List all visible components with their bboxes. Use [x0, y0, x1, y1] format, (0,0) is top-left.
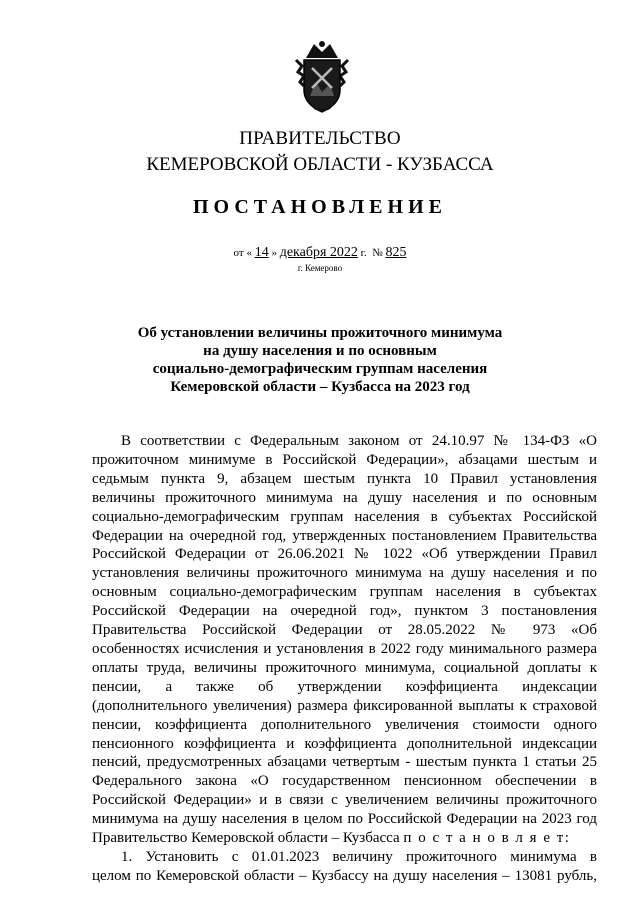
document-type-title: ПОСТАНОВЛЕНИЕ — [193, 196, 447, 218]
body-line: седьмым пункта 9, абзацем шестым пункта 10 Правил установления — [92, 470, 597, 487]
government-name-line2: КЕМЕРОВСКОЙ ОБЛАСТИ - КУЗБАССА — [146, 154, 494, 175]
document-date-number — [0, 245, 640, 261]
body-line: прожиточном минимуме в Российской Федерации», абзацами шестым и — [92, 451, 597, 468]
body-line: пенсии, а также об утверждении коэффициента индексации — [92, 678, 597, 695]
body-line: величины прожиточного минимума на душу населения и по основным — [92, 489, 597, 506]
date-suffix: г. — [360, 247, 367, 259]
body-line: минимума на душу населения в целом по Российской Федерации на 2023 год — [92, 811, 597, 828]
date-prefix: от « — [233, 247, 252, 259]
date-month-year: декабря 2022 — [279, 245, 358, 260]
body-line: социально-демографическим группам населения в субъектах Российской — [92, 508, 597, 525]
body-line: пенсионного коэффициента и коэффициента дополнительной индексации — [92, 735, 597, 752]
date-mid: » — [271, 247, 277, 259]
resolution-issuer: Правительство Кемеровской области – Кузбасса — [92, 830, 400, 847]
body-line: В соответствии с Федеральным законом от 24.10.97 № 134-ФЗ «О — [121, 433, 597, 449]
body-line: установления величины прожиточного минимума на душу населения и по — [92, 565, 597, 582]
date-day: 14 — [254, 245, 269, 260]
government-name-line1: ПРАВИТЕЛЬСТВО — [239, 128, 401, 149]
document-subject — [0, 324, 640, 396]
body-line: пенсии, коэффициента дополнительного увеличения стоимости одного — [92, 716, 597, 733]
resolves-word: п о с т а н о в л я е т: — [403, 830, 571, 847]
body-line: Правительства Российской Федерации от 28.05.2022 № 973 «Об — [92, 622, 597, 639]
city-line: г. Кемерово — [297, 263, 343, 273]
kemerovo-coat-of-arms-icon — [292, 38, 352, 114]
body-line: пенсий, предусмотренных абзацами четвертым - шестым пункта 1 статьи 25 — [92, 754, 597, 771]
body-line-resolves — [92, 829, 597, 848]
subject-line: социально-демографическим группам населения — [152, 361, 488, 377]
subject-line: на душу населения и по основным — [203, 343, 437, 359]
item-1-line: целом по Кемеровской области – Кузбассу на душу населения – 13081 рубль, — [92, 867, 597, 884]
body-line: основным социально-демографическим группам населения в субъектах — [92, 584, 597, 601]
body-line: оплаты труда, величины прожиточного минимума, социальной доплаты к — [92, 659, 597, 676]
document-number: 825 — [385, 245, 407, 260]
body-line: Федерации на очередной год, утвержденных постановлением Правительства — [92, 527, 597, 544]
body-line: особенностях исчисления и установления в 2022 году минимального размера — [92, 640, 597, 657]
body-line: Российской Федерации» и в связи с увеличением величины прожиточного — [92, 792, 597, 809]
body-line: Российской Федерации на очередной год», пунктом 3 постановления — [92, 603, 597, 620]
subject-line: Об установлении величины прожиточного минимума — [137, 325, 503, 341]
item-1-line: 1. Установить с 01.01.2023 величину прожиточного минимума в — [121, 848, 597, 865]
body-line: Российской Федерации от 26.06.2021 № 1022 «Об утверждении Правил — [92, 546, 597, 563]
document-body — [92, 432, 597, 886]
number-label: № — [372, 247, 383, 259]
body-line: Федерального закона «О государственном пенсионном обеспечении в — [92, 773, 597, 790]
subject-line: Кемеровской области – Кузбасса на 2023 год — [170, 379, 470, 395]
body-line: (дополнительного увеличения) размера фиксированной выплаты к страховой — [92, 697, 597, 714]
